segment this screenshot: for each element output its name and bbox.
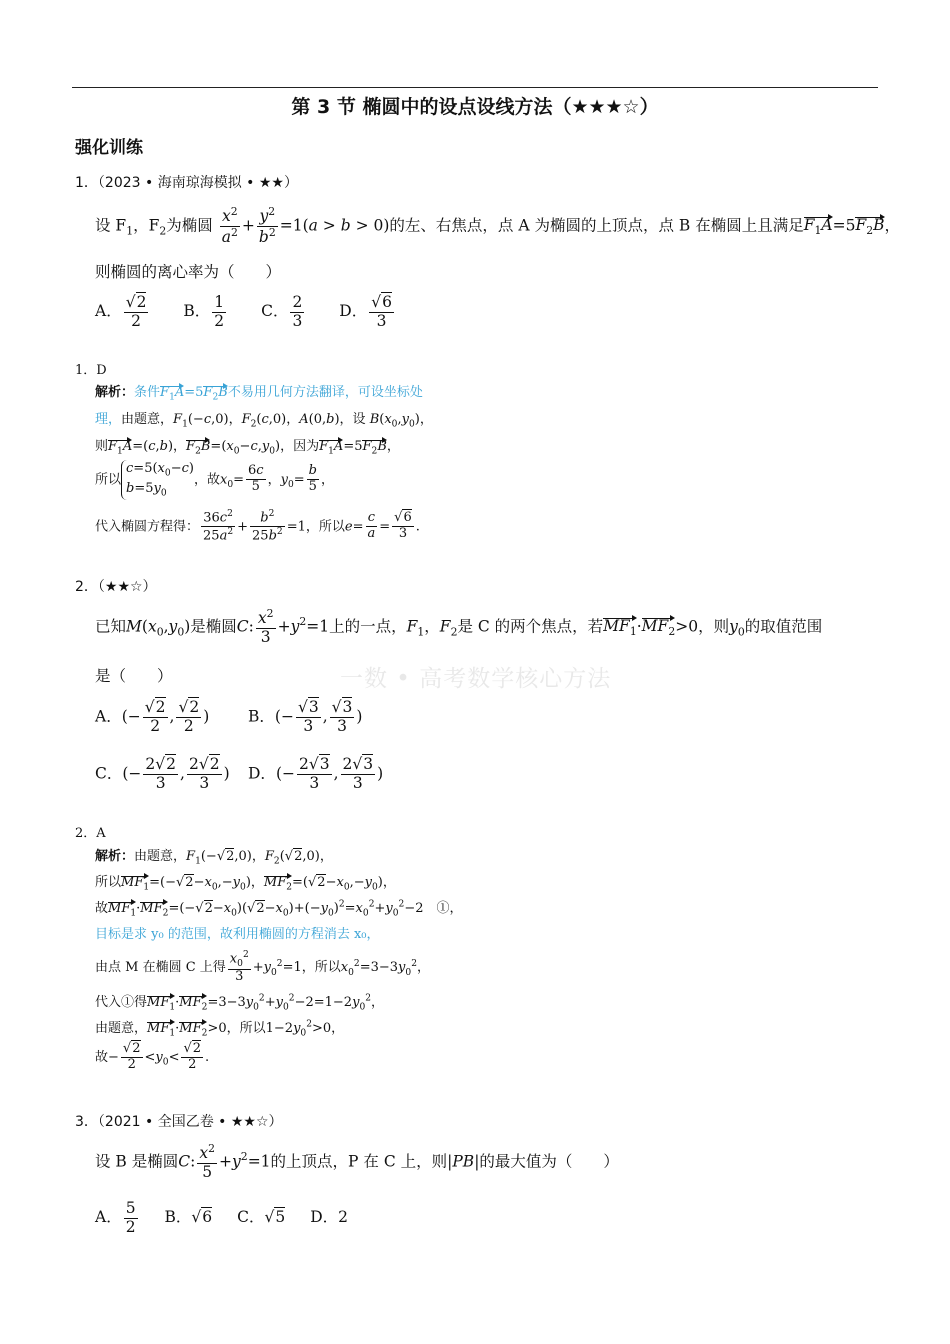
top-rule	[72, 87, 878, 88]
q2-solution-line2: 所以$MF_1=(-√2-x_0,-y_0)$，$MF_2=(√2-x_0,-y_0)$，	[95, 875, 396, 893]
q2-option-b[interactable]: B．(− $\frac{√3}{3}$ , $\frac{√3}{3}$ )	[248, 698, 363, 735]
q2-solution-hint: 目标是求 y₀ 的范围，故利用椭圆的方程消去 x₀，	[95, 927, 380, 942]
q3-option-b[interactable]: B．√6	[164, 1208, 213, 1227]
q1-solution-line1: 解析：条件$F_1A=5F_2B$不易用几何方法翻译，可设坐标处	[95, 385, 423, 403]
q1-solution-line2: 理，由题意，$F_1(-c,0)$，$F_2(c,0)$，A(0,b)，设 $B(x_0,y_0)$，	[95, 412, 433, 430]
q2-solution-line3: 故$MF_1\cdot MF_2=(-√2-x_0)(√2-x_0)+(-y_0)^2=x_0^2+y_0^2-2$ ①，	[95, 899, 463, 919]
q3-options	[95, 1200, 348, 1237]
q1-option-b[interactable]: B． $\frac{1}{2}$	[183, 293, 225, 330]
page-title: 第 3 节 椭圆中的设点设线方法（★★★☆）	[291, 96, 659, 118]
q1-options	[95, 294, 396, 331]
q1-solution-line5: 代入椭圆方程得： $\frac{36c^2}{25a^2}$ + $\frac{b^2}{25b^2}$ =1，所以e= $\frac{c}{a}$ = $\frac{√6}{3}$ .	[95, 509, 420, 544]
q2-solution-line6: 由题意，$MF_1\cdot MF_2>0$，所以$1-2y_0^2>0$，	[95, 1019, 345, 1039]
q2-heading: 2．（★★☆）	[75, 579, 157, 595]
q3-heading: 3．（2021 • 全国乙卷 • ★★☆）	[75, 1114, 283, 1130]
q2-solution-line5: 代入①得$MF_1\cdot MF_2=3-3y_0^2+y_0^2-2=1-2y_0^2$，	[95, 993, 385, 1013]
q2-solution-line4: 由点 M 在椭圆 C 上得 $\frac{x_0^2}{3}$ $+y_0^2=1$，所以$x_0^2=3-3y_0^2$，	[95, 950, 431, 985]
q1-stem-line1: 设 $F_1$，$F_2$为椭圆 $\frac{x^2}{a^2}$ + $\frac{y^2}{b^2}$ =1(a > b > 0)的左、右焦点，点 A 为椭圆的上顶点，点 B 在椭圆上且满足$F_1A=5F_2B$，	[95, 205, 901, 247]
q2-option-a[interactable]: A．(− $\frac{√2}{2}$ , $\frac{√2}{2}$ )	[95, 698, 210, 735]
q1-answer: 1．D	[75, 363, 107, 378]
q2-solution-line1: 解析：由题意，$F_1(-√2,0)$，$F_2(√2,0)$，	[95, 849, 333, 867]
q1-option-c[interactable]: C． $\frac{2}{3}$	[261, 293, 303, 330]
q1-heading: 1．（2023 • 海南琼海模拟 • ★★）	[75, 175, 298, 191]
q1-solution-line3: 则$F_1A=(c,b)$，$F_2B=(x_0-c,y_0)$，因为$F_1A=5F_2B$，	[95, 439, 400, 457]
q2-stem-line1: 已知$M(x_0,y_0)$是椭圆C: $\frac{x^2}{3}$ $+y^2=1$上的一点，$F_1$，$F_2$是 C 的两个焦点，若$MF_1\cdot MF_2>0$，则$y_0$的取值范围	[95, 607, 823, 646]
q1-option-d[interactable]: D． $\frac{√6}{3}$	[339, 293, 392, 330]
watermark: 一数 • 高考数学核心方法	[340, 666, 612, 692]
q3-option-a[interactable]: A． $\frac{5}{2}$	[95, 1199, 136, 1236]
q1-option-a[interactable]: A． $\frac{√2}{2}$	[95, 293, 147, 330]
q2-solution-line7: 故− $\frac{√2}{2}$ $<y_0<$ $\frac{√2}{2}$ .	[95, 1041, 210, 1072]
q3-option-c[interactable]: C．√5	[237, 1208, 286, 1227]
q2-stem-line2: 是（ ）	[95, 667, 173, 685]
q1-solution-line4: 所以$c=5(x_0-c)$ $b=5y_0$，故$x_0=$ $\frac{6c}{5}$ ，$y_0=$ $\frac{b}{5}$ ，	[95, 461, 334, 499]
section-heading: 强化训练	[75, 138, 143, 158]
q2-option-d[interactable]: D．(− $\frac{2√3}{3}$ , $\frac{2√3}{3}$ )	[248, 755, 384, 792]
q3-stem: 设 B 是椭圆C: $\frac{x^2}{5}$ $+y^2=1$的上顶点，P 在 C 上，则|PB|的最大值为（ ）	[95, 1142, 619, 1181]
q3-option-d[interactable]: D．2	[310, 1208, 348, 1227]
q1-stem-line2: 则椭圆的离心率为（ ）	[95, 263, 282, 281]
q2-option-c[interactable]: C．(− $\frac{2√2}{3}$ , $\frac{2√2}{3}$ )	[95, 755, 230, 792]
q2-answer: 2．A	[75, 826, 106, 841]
